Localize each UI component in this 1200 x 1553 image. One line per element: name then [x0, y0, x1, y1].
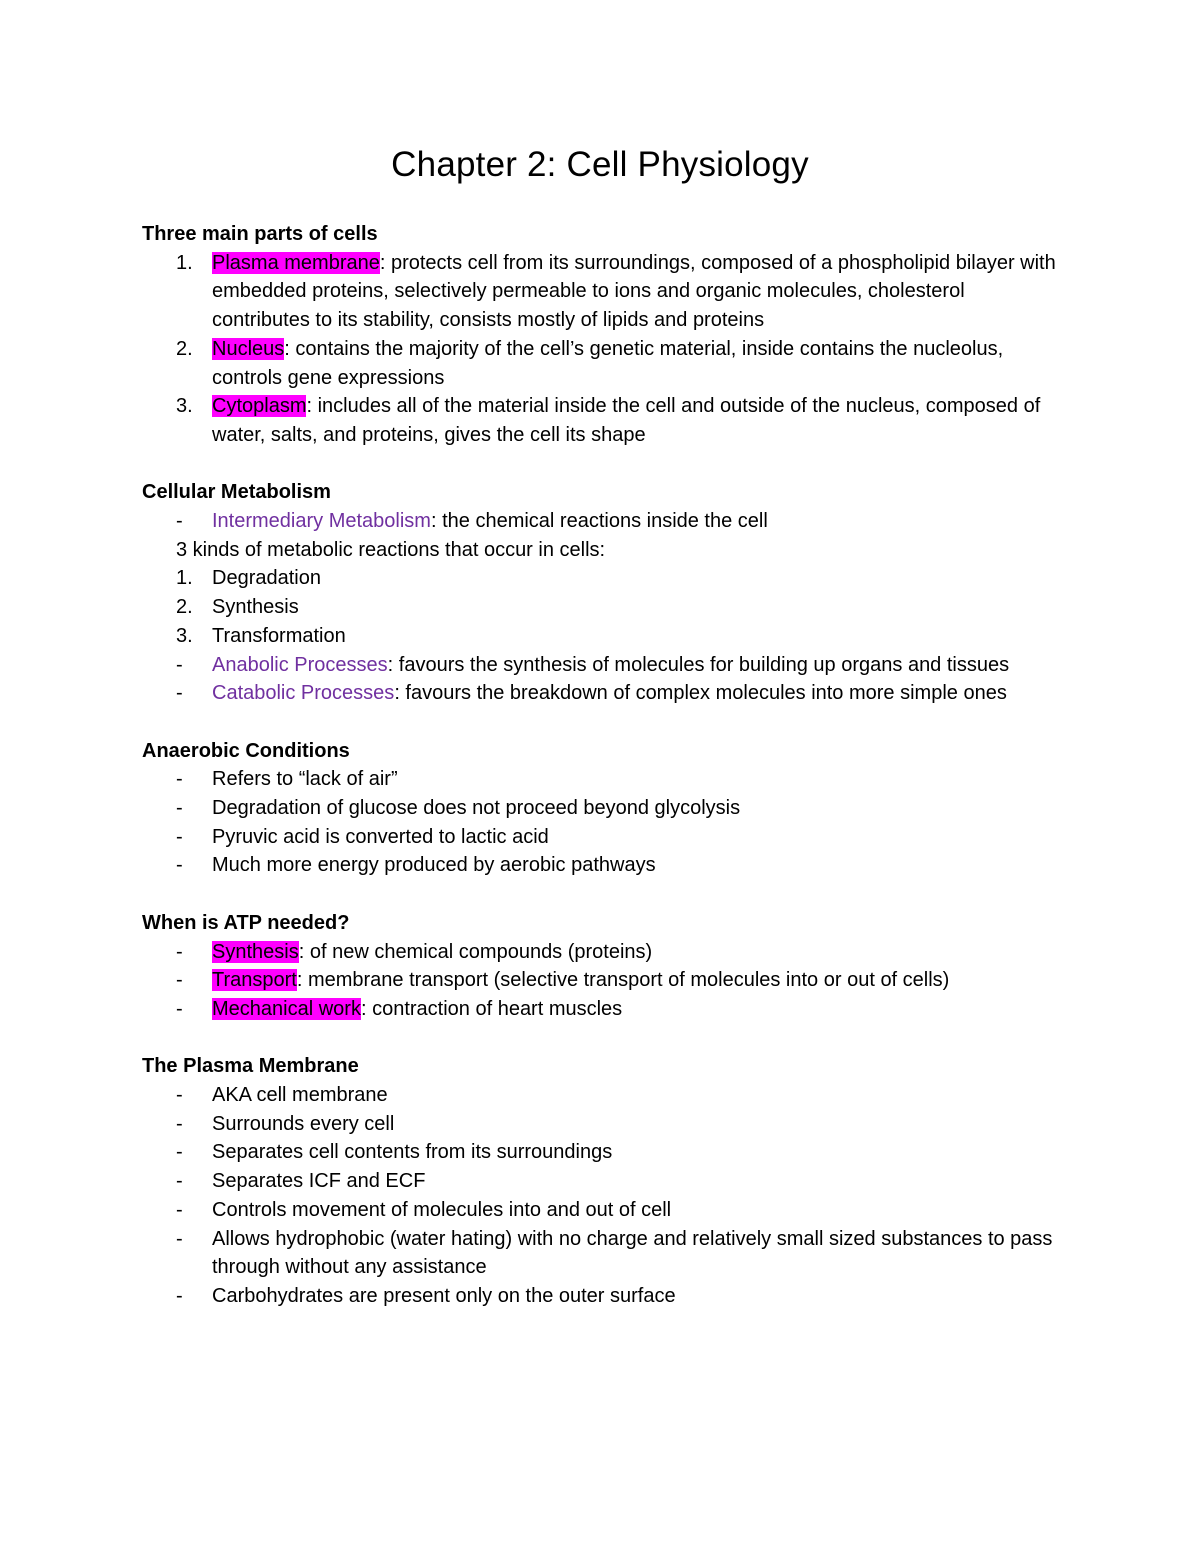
dash-bullet: - — [176, 997, 183, 1020]
list-item-text: : includes all of the material inside the cell and outside of the nucleus, composed of water, salts, and proteins, gives the cell its shape — [212, 395, 1041, 446]
dash-bullet: - — [176, 940, 183, 963]
section-cell-parts — [142, 220, 1062, 450]
spacer — [142, 880, 1062, 909]
section-heading: Cellular Metabolism — [142, 481, 331, 504]
list-item-text: : contraction of heart muscles — [360, 997, 623, 1020]
document-body — [142, 220, 1062, 1311]
dash-bullet: - — [176, 1198, 183, 1221]
list-item — [142, 851, 1062, 880]
list-item — [142, 1138, 1062, 1167]
list-number: 3. — [176, 624, 193, 647]
list-item — [142, 995, 1062, 1024]
list-item-text: Much more energy produced by aerobic pathways — [212, 854, 656, 877]
highlighted-term: Nucleus — [212, 337, 285, 360]
highlighted-term: Synthesis — [212, 940, 299, 963]
list-number: 2. — [176, 337, 193, 360]
highlighted-term: Cytoplasm — [212, 395, 307, 418]
spacer — [142, 1024, 1062, 1053]
list-number: 1. — [176, 567, 193, 590]
highlighted-term: Transport — [212, 969, 297, 992]
list-item — [142, 1081, 1062, 1110]
dash-bullet: - — [176, 1227, 183, 1250]
list-item-text: : of new chemical compounds (proteins) — [298, 940, 653, 963]
list-item-text: Allows hydrophobic (water hating) with no charge and relatively small sized substances to pass through without any assistance — [212, 1227, 1053, 1279]
list-item-text: Controls movement of molecules into and out of cell — [212, 1198, 672, 1221]
list-item — [142, 1196, 1062, 1225]
colored-term: Catabolic Processes — [212, 682, 395, 705]
list-item — [142, 1110, 1062, 1139]
list-item — [142, 679, 1062, 708]
list-item-text: Separates ICF and ECF — [212, 1170, 426, 1193]
page-title: Chapter 2: Cell Physiology — [391, 145, 809, 184]
list-item — [142, 1167, 1062, 1196]
list-item-text: : contains the majority of the cell’s genetic material, inside contains the nucleolus, controls gene expressions — [212, 337, 1004, 389]
list-item — [142, 938, 1062, 967]
list-item-text: Synthesis — [212, 596, 299, 619]
highlighted-term: Plasma membrane — [212, 251, 380, 274]
list-item — [142, 564, 1062, 593]
list-item-text: AKA cell membrane — [212, 1084, 388, 1107]
section-heading: Anaerobic Conditions — [142, 739, 350, 762]
list-item — [142, 622, 1062, 651]
spacer — [142, 708, 1062, 737]
list-item-text: : the chemical reactions inside the cell — [430, 510, 768, 533]
list-item-text: : membrane transport (selective transport of molecules into or out of cells) — [296, 969, 950, 992]
list-item — [142, 651, 1062, 680]
section-cellular-metabolism — [142, 478, 1062, 708]
list-item — [142, 823, 1062, 852]
dash-bullet: - — [176, 1141, 183, 1164]
list-item-text: : favours the synthesis of molecules for building up organs and tissues — [387, 653, 1010, 676]
list-item-text: Carbohydrates are present only on the outer surface — [212, 1284, 676, 1307]
section-heading: The Plasma Membrane — [142, 1055, 359, 1078]
list-number: 3. — [176, 395, 193, 418]
dash-bullet: - — [176, 768, 183, 791]
spacer — [142, 450, 1062, 479]
section-heading: When is ATP needed? — [142, 911, 350, 934]
section-heading: Three main parts of cells — [142, 223, 378, 245]
list-item — [142, 392, 1062, 449]
list-item-text: Transformation — [212, 624, 346, 647]
list-item-text: Degradation — [212, 567, 321, 590]
dash-bullet: - — [176, 1084, 183, 1107]
dash-bullet: - — [176, 1170, 183, 1193]
list-item — [142, 249, 1062, 335]
list-item-text: : favours the breakdown of complex molecules into more simple ones — [394, 682, 1007, 705]
dash-bullet: - — [176, 682, 183, 705]
list-number: 2. — [176, 596, 193, 619]
dash-bullet: - — [176, 1284, 183, 1307]
list-item — [142, 593, 1062, 622]
dash-bullet: - — [176, 854, 183, 877]
colored-term: Intermediary Metabolism — [212, 510, 431, 533]
section-plasma-membrane — [142, 1052, 1062, 1310]
highlighted-term: Mechanical work — [212, 997, 361, 1020]
list-item — [142, 1282, 1062, 1311]
list-number: 1. — [176, 251, 193, 274]
list-item — [142, 966, 1062, 995]
dash-bullet: - — [176, 653, 183, 676]
text-line: 3 kinds of metabolic reactions that occur in cells: — [176, 538, 606, 561]
list-item — [142, 794, 1062, 823]
list-item-text: : protects cell from its surroundings, composed of a phospholipid bilayer with embedded proteins, selectively permeable to ions and organic molecules, cholesterol contributes to its stability, consists mostly of lipids and proteins — [212, 251, 1056, 332]
list-item-text: Pyruvic acid is converted to lactic acid — [212, 825, 549, 848]
dash-bullet: - — [176, 825, 183, 848]
list-item — [142, 1225, 1062, 1282]
list-item — [142, 507, 1062, 536]
colored-term: Anabolic Processes — [212, 653, 388, 676]
list-item — [142, 765, 1062, 794]
dash-bullet: - — [176, 969, 183, 992]
list-item-text: Surrounds every cell — [212, 1112, 395, 1135]
section-anaerobic-conditions — [142, 737, 1062, 881]
dash-bullet: - — [176, 510, 183, 533]
list-item-text: Separates cell contents from its surroundings — [212, 1141, 613, 1164]
section-atp-needed — [142, 909, 1062, 1024]
list-item-text: Refers to “lack of air” — [212, 768, 398, 791]
dash-bullet: - — [176, 797, 183, 820]
dash-bullet: - — [176, 1112, 183, 1135]
list-item-text: Degradation of glucose does not proceed beyond glycolysis — [212, 797, 741, 820]
list-item — [142, 335, 1062, 392]
